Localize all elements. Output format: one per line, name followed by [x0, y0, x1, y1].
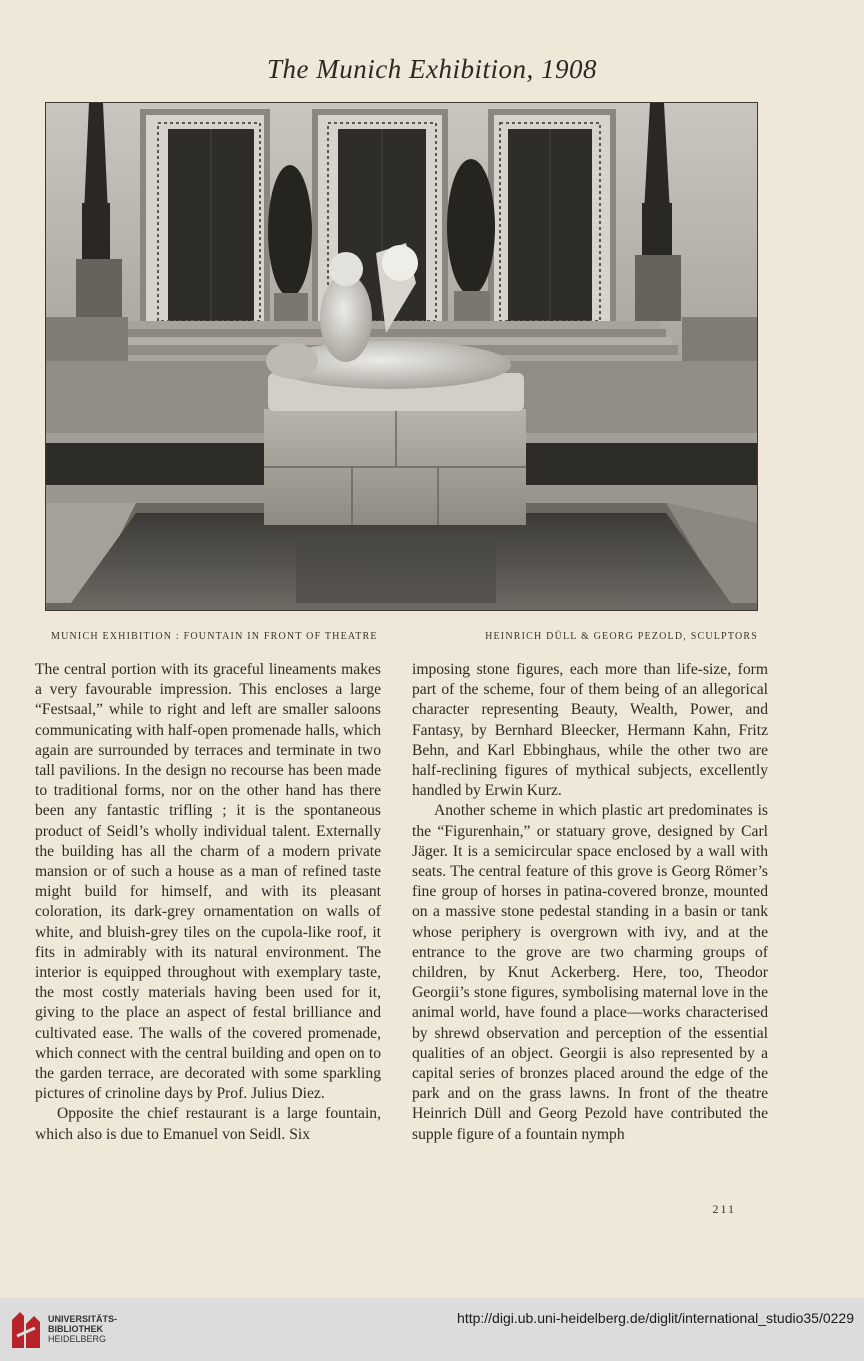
running-header: The Munich Exhibition, 1908 — [267, 54, 597, 84]
library-name-line: UNIVERSITÄTS- — [48, 1314, 118, 1324]
library-logo-icon — [8, 1306, 44, 1352]
library-name — [48, 1314, 117, 1344]
figure-caption-title: MUNICH EXHIBITION : FOUNTAIN IN FRONT OF THEATRE — [51, 631, 378, 642]
viewer-footer — [0, 1298, 864, 1361]
text-column-right — [412, 660, 768, 1145]
paragraph: Another scheme in which plastic art predominates is the “Figurenhain,” or statuary grove, designed by Carl Jäger. It is a semicircular space enclosed by a wall with seats. The central feature of this grove is Georg Römer’s fine group of horses in patina-covered bronze, mounted on a massive stone pedestal standing in a basin or tank whose periphery is overgrown with ivy, and at the entrance to the grove are two charming groups of children, by Knut Ackerberg. Here, too, Theodor Georgii’s stone figures, symbolising maternal love in the animal world, have found a place—works characterised by shrewd observation and perception of the essential qualities of an object. Georgii is also represented by a capital series of bronzes placed around the edge of the park and on the grass lawns. In front of the theatre Heinrich Düll and Georg Pezold have contributed the supple figure of a fountain nymph — [412, 802, 768, 1143]
text-column-left — [35, 660, 381, 1145]
figure-caption-credit: HEINRICH DÜLL & GEORG PEZOLD, SCULPTORS — [485, 631, 758, 642]
library-name-line: BIBLIOTHEK — [48, 1324, 103, 1334]
photo-illustration — [46, 103, 757, 610]
paragraph: imposing stone figures, each more than life-size, form part of the scheme, four of them being of an allegorical character representing Beauty, Wealth, Power, and Fantasy, by Bernhard Bleecker, Hermann Kahn, Fritz Behn, and Karl Ebbinghaus, while the other two are half-reclining figures of mythical subjects, excellently handled by Erwin Kurz. — [412, 661, 768, 800]
library-name-line: HEIDELBERG — [48, 1334, 107, 1344]
page-number: 211 — [712, 1202, 736, 1216]
paragraph: Opposite the chief restaurant is a large fountain, which also is due to Emanuel von Seidl. Six — [35, 1105, 381, 1143]
paragraph: The central portion with its graceful lineaments makes a very favourable impression. This encloses a large “Festsaal,” while to right and left are smaller saloons communicating with half-open promenade halls, which again are surrounded by terraces and terminate in two tall pavilions. In the design no recourse has been made to traditional forms, nor on the other hand has there been any fantastic trifling ; it is the spontaneous product of Seidl’s wholly individual talent. Externally the building has all the charm of a modern private mansion or of such a house as a man of refined taste might build for himself, and with its pleasant coloration, its dark-grey ornamentation on walls of white, and bluish-grey tiles on the cupola-like roof, it fits in admirably with its natural environment. The interior is equipped throughout with exemplary taste, the most costly materials having been used for it, giving to the place an aspect of festal brilliance and cultivated ease. The walls of the covered promenade, which connect with the central building and open on to the garden terrace, are decorated with some sparkling pictures of crinoline days by Prof. Julius Diez. — [35, 661, 381, 1103]
permalink-url[interactable]: http://digi.ub.uni-heidelberg.de/diglit/international_studio35/0229 — [457, 1310, 854, 1326]
fountain-photograph — [45, 102, 758, 611]
